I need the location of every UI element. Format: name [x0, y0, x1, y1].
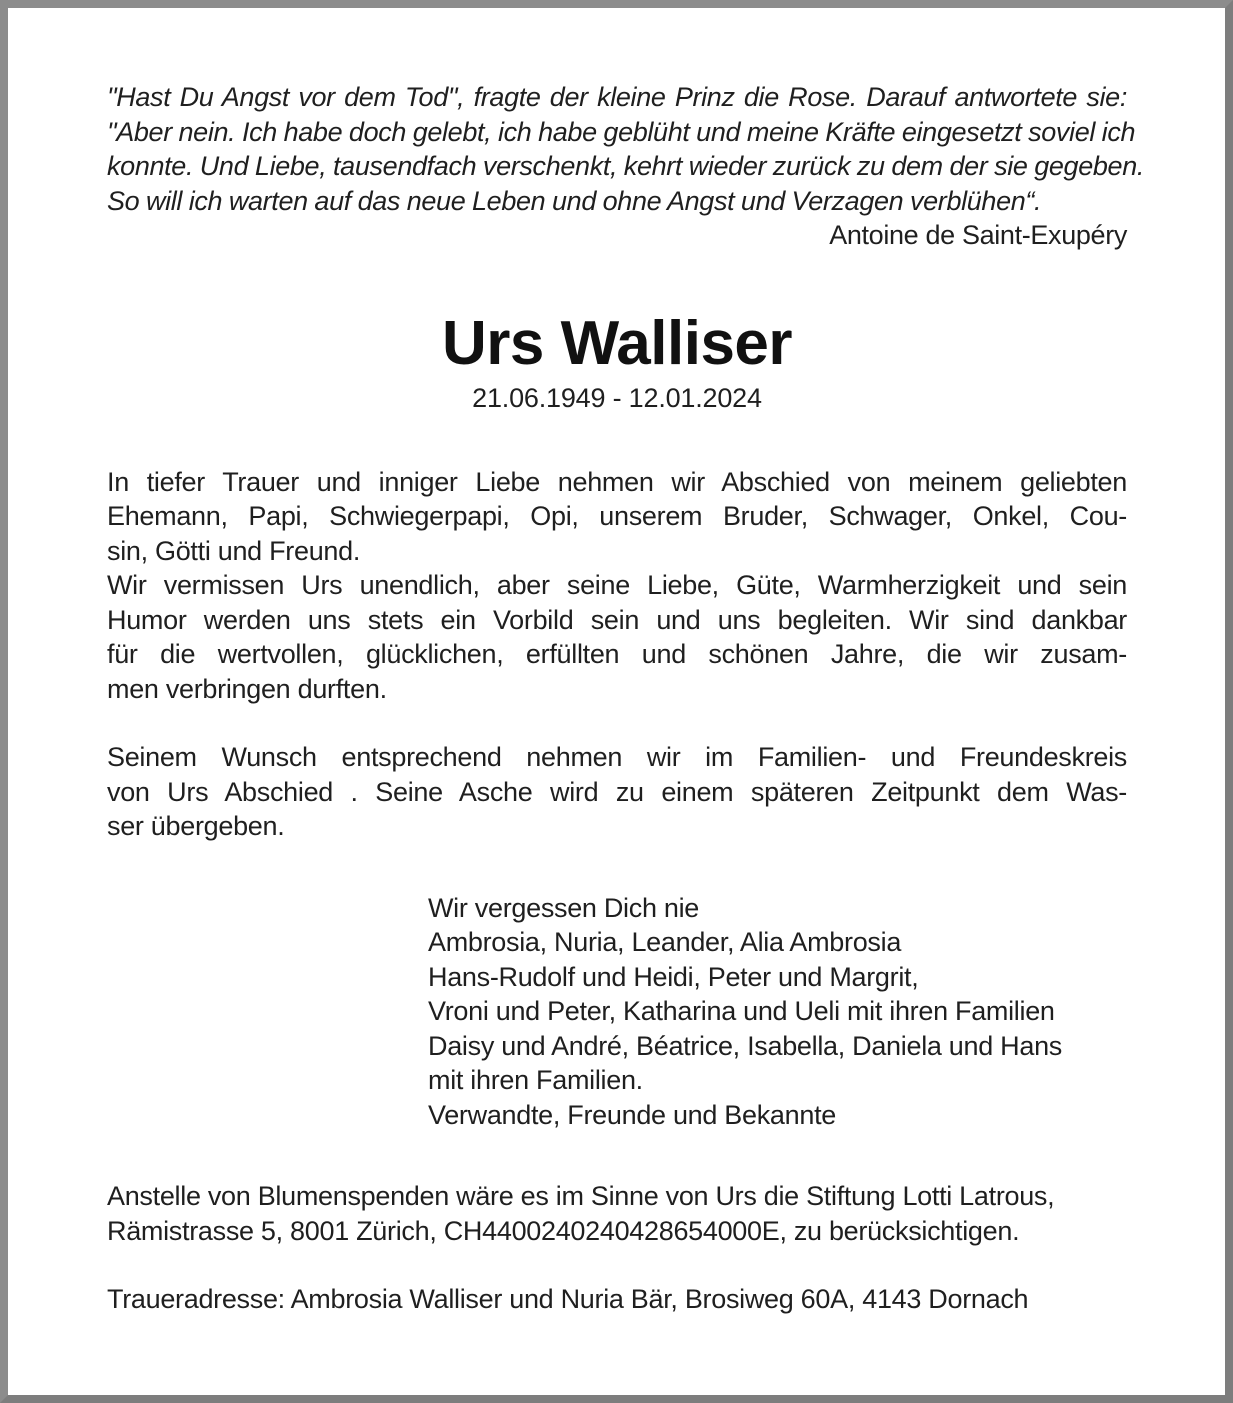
text-line: In tiefer Trauer und inniger Liebe nehmen wir Abschied von meinem geliebten [107, 466, 1127, 497]
mourners-line: mit ihren Familien. [428, 1065, 643, 1095]
quote-author: Antoine de Saint-Exupéry [829, 220, 1127, 250]
message-paragraph [107, 465, 1127, 707]
life-dates: 21.06.1949 - 12.01.2024 [472, 382, 762, 413]
text-line: Seinem Wunsch entsprechend nehmen wir im Familien- und Freundeskreis [107, 742, 1127, 772]
text-line: von Urs Abschied . Seine Asche wird zu einem späteren Zeitpunkt dem Was- [107, 776, 1127, 807]
text-line: Rämistrasse 5, 8001 Zürich, CH4400240240428654000E, zu berücksichtigen. [107, 1215, 1020, 1246]
donation-note [107, 1179, 1127, 1248]
obituary-notice [107, 80, 1145, 1317]
text-line: Anstelle von Blumenspenden wäre es im Sinne von Urs die Stiftung Lotti Latrous, [107, 1181, 1055, 1211]
text-line: Wir vermissen Urs unendlich, aber seine Liebe, Güte, Warmherzigkeit und sein [107, 570, 1127, 600]
quote-line: konnte. Und Liebe, tausendfach verschenkt, kehrt wieder zurück zu dem der sie gegeben. [107, 151, 1145, 181]
text-line: sin, Götti und Freund. [107, 535, 361, 566]
farewell-paragraph [107, 740, 1127, 844]
text-line: men verbringen durften. [107, 673, 387, 704]
mourners-line: Verwandte, Freunde und Bekannte [428, 1099, 837, 1130]
mourners-list [428, 891, 1127, 1133]
mourners-line: Vroni und Peter, Katharina und Ueli mit ihren Familien [428, 996, 1055, 1026]
text-line: Humor werden uns stets ein Vorbild sein und uns begleiten. Wir sind dankbar [107, 604, 1127, 635]
mourning-address [107, 1282, 1127, 1317]
quote-line: So will ich warten auf das neue Leben und ohne Angst und Verzagen verblühen“. [107, 185, 1042, 216]
mourners-line: Wir vergessen Dich nie [428, 892, 699, 923]
address-line: Traueradresse: Ambrosia Walliser und Nuria Bär, Brosiweg 60A, 4143 Dornach [107, 1284, 1029, 1314]
mourners-line: Hans-Rudolf und Heidi, Peter und Margrit, [428, 961, 919, 992]
text-line: für die wertvollen, glücklichen, erfüllten und schönen Jahre, die wir zusam- [107, 639, 1127, 669]
quote-block [107, 80, 1145, 218]
text-line: ser übergeben. [107, 811, 285, 841]
mourners-line: Ambrosia, Nuria, Leander, Alia Ambrosia [428, 927, 902, 957]
quote-line: "Hast Du Angst vor dem Tod", fragte der kleine Prinz die Rose. Darauf antwortete sie: [107, 82, 1127, 112]
deceased-name: Urs Walliser [441, 308, 793, 378]
mourners-line: Daisy und André, Béatrice, Isabella, Daniela und Hans [428, 1030, 1062, 1061]
quote-line: "Aber nein. Ich habe doch gelebt, ich habe geblüht und meine Kräfte eingesetzt soviel ich [107, 116, 1136, 147]
text-line: Ehemann, Papi, Schwiegerpapi, Opi, unserem Bruder, Schwager, Onkel, Cou- [107, 501, 1127, 531]
